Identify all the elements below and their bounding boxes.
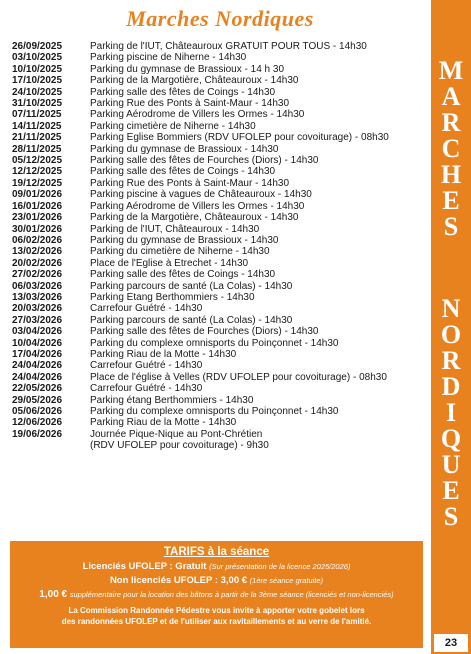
schedule-place: Parking Rue des Ponts à Saint-Maur - 14h30	[90, 98, 289, 110]
schedule-date: 30/01/2026	[12, 223, 63, 235]
schedule-row	[12, 121, 422, 132]
schedule-row	[12, 166, 422, 177]
schedule-date: 06/02/2026	[12, 234, 63, 246]
schedule-place: Parking piscine de Niherne - 14h30	[90, 52, 247, 64]
schedule-place: Parking salle des fêtes de Coings - 14h30	[90, 86, 276, 98]
gobelet-note	[10, 605, 423, 627]
schedule-place: Parking du gymnase de Brassioux - 14h30	[90, 234, 279, 246]
sidebar-letter: D	[441, 372, 461, 401]
schedule-date: 07/11/2025	[12, 109, 62, 121]
schedule-date	[12, 440, 90, 451]
tarif-licencies-label: Licenciés UFOLEP : Gratuit	[82, 561, 207, 572]
tarif-licencies	[10, 561, 423, 572]
sidebar-letter: E	[442, 186, 460, 215]
schedule-place: (RDV UFOLEP pour covoiturage) - 9h30	[90, 440, 269, 452]
tarif-supplement-text: supplémentaire pour la location des bâtons à partir de la 3ème séance (licenciés et non-licenciés)	[69, 590, 394, 599]
schedule-row	[12, 417, 422, 428]
schedule-place: Parking de la Margotière, Châteauroux - 14h30	[90, 212, 299, 224]
schedule-place: Parking parcours de santé (La Colas) - 14h30	[90, 314, 293, 326]
sidebar-letter: H	[440, 160, 462, 189]
schedule-date: 19/12/2025	[12, 177, 63, 189]
page-title: Marches Nordiques	[126, 6, 314, 31]
sidebar-word-nordiques	[431, 296, 471, 530]
schedule-place: Parking du gymnase de Brassioux - 14 h 30	[90, 63, 284, 75]
schedule-row	[12, 189, 422, 200]
schedule-place: Parking de l'IUT, Châteauroux - 14h30	[90, 223, 260, 235]
schedule-row	[12, 144, 422, 155]
schedule-row	[12, 395, 422, 406]
sidebar-letter: S	[443, 212, 459, 241]
schedule-place: Parking Riau de la Motte - 14h30	[90, 417, 237, 429]
schedule-row	[12, 315, 422, 326]
schedule-place: Journée Pique-Nique au Pont-Chrétien	[90, 428, 263, 440]
schedule-row	[12, 360, 422, 371]
schedule-place: Parking Aérodrome de Villers les Ormes - 14h30	[90, 109, 305, 121]
schedule-row	[12, 303, 422, 314]
schedule-row	[12, 235, 422, 246]
schedule-place: Parking salle des fêtes de Fourches (Diors) - 14h30	[90, 155, 319, 167]
tarif-supplement-amount: 1,00 €	[39, 589, 68, 600]
schedule-place: Parking salle des fêtes de Coings - 14h30	[90, 166, 276, 178]
schedule-place: Parking Eglise Bommiers (RDV UFOLEP pour covoiturage) - 08h30	[90, 132, 389, 144]
sidebar-banner	[431, 0, 471, 654]
schedule-place: Parking Etang Berthommiers - 14h30	[90, 291, 255, 303]
schedule-place: Parking piscine à vagues de Châteauroux - 14h30	[90, 189, 312, 201]
sidebar-letter: I	[445, 398, 457, 427]
schedule-row	[12, 109, 422, 120]
sidebar-word-marches	[431, 58, 471, 240]
schedule-date: 03/10/2025	[12, 52, 63, 64]
schedule-row	[12, 246, 422, 257]
schedule-date: 05/06/2026	[12, 406, 63, 417]
tarif-non-licencies-label: Non licenciés UFOLEP : 3,00 €	[109, 575, 248, 586]
tarifs-title: TARIFS à la séance	[163, 546, 270, 558]
schedule-date: 09/01/2026	[12, 189, 63, 201]
schedule-date: 19/06/2026	[12, 428, 63, 440]
schedule-date: 16/01/2026	[12, 200, 63, 212]
schedule-row	[12, 406, 422, 417]
schedule-date: 27/03/2026	[12, 314, 63, 326]
schedule-row	[12, 64, 422, 75]
schedule-date: 12/12/2025	[12, 166, 63, 178]
schedule-place: Parking cimetière de Niherne - 14h30	[90, 120, 256, 132]
schedule-place: Place de l'Eglise à Etrechet - 14h30	[90, 257, 249, 269]
schedule-place: Parking du gymnase de Brassioux - 14h30	[90, 143, 279, 155]
sidebar-letter: R	[441, 108, 461, 137]
schedule-row	[12, 212, 422, 223]
schedule-row	[12, 281, 422, 292]
schedule-row	[12, 429, 422, 440]
schedule-date: 20/02/2026	[12, 257, 63, 269]
sidebar-letter: R	[441, 346, 461, 375]
schedule-row	[12, 75, 422, 86]
schedule-date: 06/03/2026	[12, 280, 63, 292]
tarif-licencies-note: (Sur présentation de la licence 2025/2026)	[209, 562, 351, 571]
schedule-place: Parking du complexe omnisports du Poinçonnet - 14h30	[90, 337, 339, 349]
sidebar-letter: M	[438, 56, 464, 85]
sidebar-letter: U	[441, 450, 461, 479]
schedule-place: Parking salle des fêtes de Coings - 14h30	[90, 269, 276, 281]
schedule-row	[12, 132, 422, 143]
schedule-place: Parking Aérodrome de Villers les Ormes - 14h30	[90, 200, 305, 212]
schedule-date: 17/10/2025	[12, 75, 63, 87]
schedule-date: 24/04/2026	[12, 371, 63, 383]
schedule-place: Parking Rue des Ponts à Saint-Maur - 14h30	[90, 177, 289, 189]
schedule-date: 05/12/2025	[12, 155, 63, 167]
sidebar-letter: S	[443, 502, 459, 531]
schedule-date: 27/02/2026	[12, 269, 63, 281]
sidebar-letter: A	[441, 82, 461, 111]
sidebar-letter: C	[441, 134, 461, 163]
schedule-place: Carrefour Guétré - 14h30	[90, 360, 203, 372]
schedule-place: Parking du complexe omnisports du Poinçonnet - 14h30	[90, 406, 339, 417]
schedule-date: 26/09/2025	[12, 41, 63, 52]
schedule-row	[12, 155, 422, 166]
schedule-place: Carrefour Guétré - 14h30	[90, 303, 203, 315]
schedule-date: 10/10/2025	[12, 63, 63, 75]
schedule-list	[12, 41, 422, 452]
schedule-date: 03/04/2026	[12, 326, 63, 338]
schedule-date: 10/04/2026	[12, 337, 63, 349]
schedule-row	[12, 41, 422, 52]
schedule-place: Parking de la Margotière, Châteauroux - 14h30	[90, 75, 299, 87]
schedule-date: 23/01/2026	[12, 212, 63, 224]
schedule-row	[12, 224, 422, 235]
schedule-date: 21/11/2025	[12, 132, 62, 144]
schedule-row	[12, 269, 422, 280]
schedule-row	[12, 383, 422, 394]
schedule-place: Parking Riau de la Motte - 14h30	[90, 348, 237, 360]
schedule-row	[12, 440, 422, 451]
schedule-date: 24/04/2026	[12, 360, 63, 372]
schedule-date: 13/03/2026	[12, 291, 63, 303]
tarif-non-licencies-note: (1ère séance gratuite)	[249, 576, 324, 585]
schedule-row	[12, 338, 422, 349]
tarif-non-licencies	[10, 575, 423, 586]
schedule-place: Parking salle des fêtes de Fourches (Diors) - 14h30	[90, 326, 319, 338]
tarif-supplement	[10, 589, 423, 600]
schedule-date: 20/03/2026	[12, 303, 63, 315]
schedule-date: 13/02/2026	[12, 246, 63, 258]
schedule-row	[12, 52, 422, 63]
page-number: 23	[434, 634, 468, 652]
schedule-date: 17/04/2026	[12, 348, 63, 360]
gobelet-note-line-2: des randonnées UFOLEP et de l'utiliser aux ravitaillements et au verre de l'amitié.	[61, 617, 372, 626]
schedule-place: Carrefour Guétré - 14h30	[90, 383, 203, 395]
schedule-date: 22/05/2026	[12, 383, 63, 395]
schedule-date: 14/11/2025	[12, 120, 62, 132]
schedule-row	[12, 292, 422, 303]
sidebar-letter: N	[441, 294, 461, 323]
gobelet-note-line-1: La Commission Randonnée Pédestre vous invite à apporter votre gobelet lors	[68, 606, 365, 615]
tarifs-box	[10, 541, 423, 648]
schedule-row	[12, 87, 422, 98]
schedule-place: Parking de l'IUT, Châteauroux GRATUIT POUR TOUS - 14h30	[90, 41, 367, 52]
schedule-date: 24/10/2025	[12, 86, 63, 98]
schedule-row	[12, 349, 422, 360]
sidebar-letter: Q	[440, 424, 462, 453]
schedule-date: 29/05/2026	[12, 394, 63, 406]
schedule-place: Parking étang Berthommiers - 14h30	[90, 394, 254, 406]
schedule-date: 28/11/2025	[12, 143, 62, 155]
schedule-date: 12/06/2026	[12, 417, 63, 429]
schedule-date: 31/10/2025	[12, 98, 63, 110]
schedule-place: Place de l'église à Velles (RDV UFOLEP pour covoiturage) - 08h30	[90, 371, 387, 383]
schedule-row	[12, 372, 422, 383]
sidebar-letter: O	[440, 320, 462, 349]
sidebar-letter: E	[442, 476, 460, 505]
schedule-row	[12, 201, 422, 212]
schedule-row	[12, 178, 422, 189]
schedule-row	[12, 258, 422, 269]
schedule-place: Parking parcours de santé (La Colas) - 14h30	[90, 280, 293, 292]
schedule-row	[12, 98, 422, 109]
schedule-row	[12, 326, 422, 337]
schedule-place: Parking du cimetière de Niherne - 14h30	[90, 246, 270, 258]
